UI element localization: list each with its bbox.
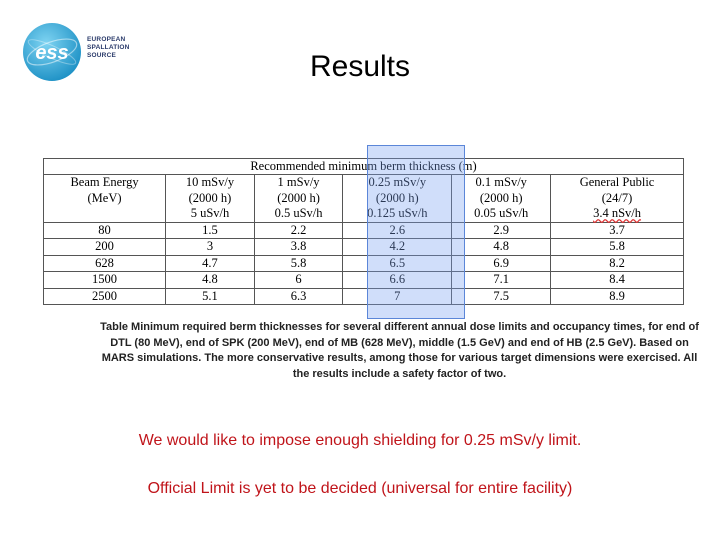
logo-line: EUROPEAN	[87, 36, 126, 43]
header-1msv: 1 mSv/y (2000 h) 0.5 uSv/h	[254, 175, 342, 223]
cell: 5.8	[551, 239, 684, 256]
table-row	[44, 288, 684, 305]
page-title: Results	[309, 50, 411, 83]
cell: 8.9	[551, 288, 684, 305]
header-general-public: General Public (24/7) 3.4 nSv/h	[551, 175, 684, 223]
table-row	[44, 239, 684, 256]
table-caption: Table Minimum required berm thicknesses for several different annual dose limits and occupancy times, for end of DTL (80 MeV), end of SPK (200 MeV), end of MB (628 MeV), middle (1.5 GeV) and end of HB (2.5 GeV). Based on MARS simulations. The more conservative results, among those for various target dimensions were exercised. All the results include a safety factor of two.	[100, 321, 699, 380]
cell: 2.9	[452, 222, 551, 239]
logo-line: SOURCE	[87, 52, 117, 60]
berm-thickness-table	[43, 158, 684, 305]
cell: 1500	[44, 272, 166, 289]
header-beam-energy: Beam Energy (MeV)	[44, 175, 166, 223]
table-row	[44, 222, 684, 239]
cell: 6.9	[452, 255, 551, 272]
cell: 2.6	[343, 222, 452, 239]
cell: 6	[254, 272, 342, 289]
cell: 4.8	[166, 272, 255, 289]
cell: 3	[166, 239, 255, 256]
cell: 3.8	[254, 239, 342, 256]
cell: 1.5	[166, 222, 255, 239]
cell: 628	[44, 255, 166, 272]
official-limit-note: Official Limit is yet to be decided (universal for entire facility)	[147, 480, 573, 497]
cell: 5.1	[166, 288, 255, 305]
cell: 8.4	[551, 272, 684, 289]
cell: 200	[44, 239, 166, 256]
cell: 6.5	[343, 255, 452, 272]
cell: 4.7	[166, 255, 255, 272]
cell: 5.8	[254, 255, 342, 272]
cell: 8.2	[551, 255, 684, 272]
logo-mark-text: ess	[35, 42, 69, 64]
shielding-note: We would like to impose enough shielding for 0.25 mSv/y limit.	[138, 432, 582, 449]
header-025msv: 0.25 mSv/y (2000 h) 0.125 uSv/h	[343, 175, 452, 223]
cell: 6.3	[254, 288, 342, 305]
table-row	[44, 272, 684, 289]
header-01msv: 0.1 mSv/y (2000 h) 0.05 uSv/h	[452, 175, 551, 223]
cell: 6.6	[343, 272, 452, 289]
cell: 7	[343, 288, 452, 305]
table-header-row	[44, 175, 684, 223]
header-10msv: 10 mSv/y (2000 h) 5 uSv/h	[166, 175, 255, 223]
cell: 80	[44, 222, 166, 239]
cell: 2.2	[254, 222, 342, 239]
table-header-caption: Recommended minimum berm thickness (m)	[44, 159, 684, 175]
cell: 7.5	[452, 288, 551, 305]
cell: 7.1	[452, 272, 551, 289]
cell: 4.8	[452, 239, 551, 256]
cell: 4.2	[343, 239, 452, 256]
table-row	[44, 255, 684, 272]
cell: 2500	[44, 288, 166, 305]
logo-line: SPALLATION	[87, 44, 130, 52]
cell: 3.7	[551, 222, 684, 239]
